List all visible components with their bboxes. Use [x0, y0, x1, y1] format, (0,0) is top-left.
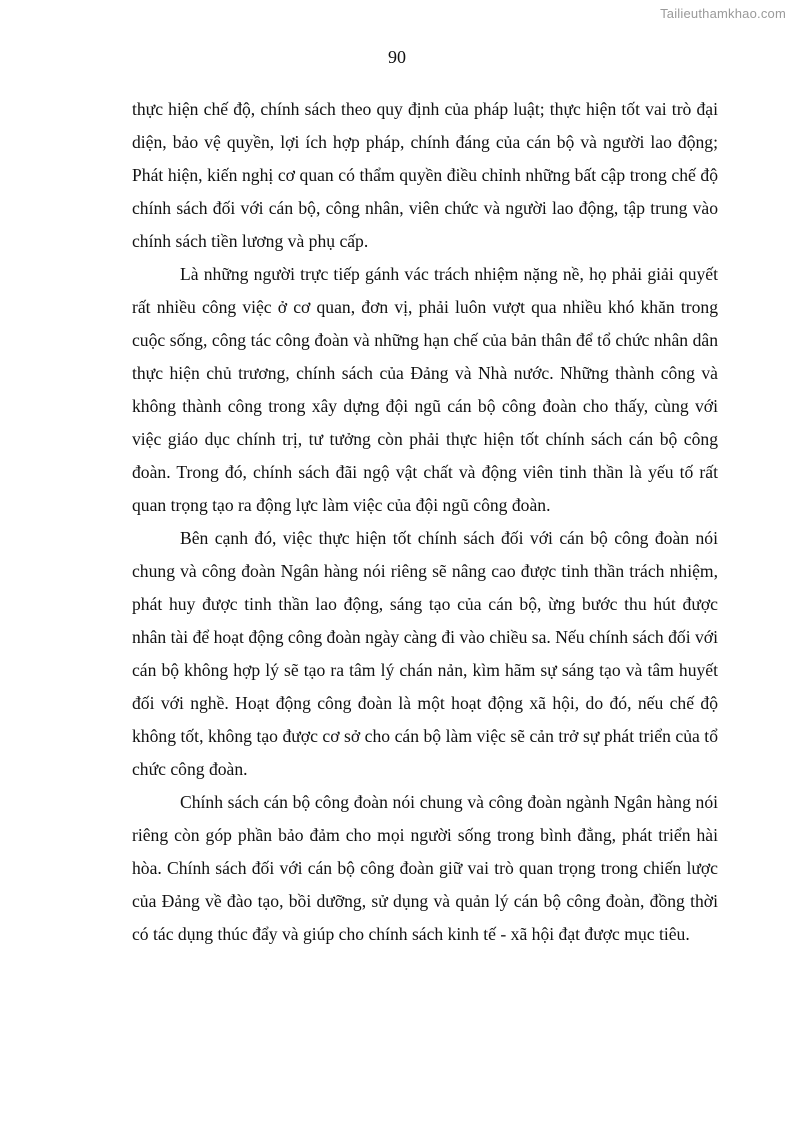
page-number: 90	[388, 47, 406, 67]
paragraph-1: thực hiện chế độ, chính sách theo quy định của pháp luật; thực hiện tốt vai trò đại diện, bảo vệ quyền, lợi ích hợp pháp, chính đáng của cán bộ và người lao động; Phát hiện, kiến nghị cơ quan có thẩm quyền điều chỉnh những bất cập trong chế độ chính sách đối với cán bộ, công nhân, viên chức và người lao động, tập trung vào chính sách tiền lương và phụ cấp.	[132, 99, 718, 251]
document-body	[132, 93, 718, 951]
paragraph-4: Chính sách cán bộ công đoàn nói chung và công đoàn ngành Ngân hàng nói riêng còn góp phần bảo đảm cho mọi người sống trong bình đẳng, phát triển hài hòa. Chính sách đối với cán bộ công đoàn giữ vai trò quan trọng trong chiến lược của Đảng về đào tạo, bồi dưỡng, sử dụng và quản lý cán bộ công đoàn, đồng thời có tác dụng thúc đẩy và giúp cho chính sách kinh tế - xã hội đạt được mục tiêu.	[132, 792, 718, 944]
paragraph-3: Bên cạnh đó, việc thực hiện tốt chính sách đối với cán bộ công đoàn nói chung và công đoàn Ngân hàng nói riêng sẽ nâng cao được tinh thần trách nhiệm, phát huy được tinh thần lao động, sáng tạo của cán bộ, ừng bước thu hút được nhân tài để hoạt động công đoàn ngày càng đi vào chiều sa. Nếu chính sách đối với cán bộ không hợp lý sẽ tạo ra tâm lý chán nản, kìm hãm sự sáng tạo và tâm huyết đối với nghề. Hoạt động công đoàn là một hoạt động xã hội, do đó, nếu chế độ không tốt, không tạo được cơ sở cho cán bộ làm việc sẽ cản trở sự phát triển của tổ chức công đoàn.	[132, 528, 718, 779]
paragraph-2: Là những người trực tiếp gánh vác trách nhiệm nặng nề, họ phải giải quyết rất nhiều công việc ở cơ quan, đơn vị, phải luôn vượt qua nhiều khó khăn trong cuộc sống, công tác công đoàn và những hạn chế của bản thân để tổ chức nhân dân thực hiện chủ trương, chính sách của Đảng và Nhà nước. Những thành công và không thành công trong xây dựng đội ngũ cán bộ công đoàn cho thấy, cùng với việc giáo dục chính trị, tư tưởng còn phải thực hiện tốt chính sách cán bộ công đoàn. Trong đó, chính sách đãi ngộ vật chất và động viên tinh thần là yếu tố rất quan trọng tạo ra động lực làm việc của đội ngũ công đoàn.	[132, 264, 718, 515]
watermark-text: Tailieuthamkhao.com	[660, 6, 786, 21]
